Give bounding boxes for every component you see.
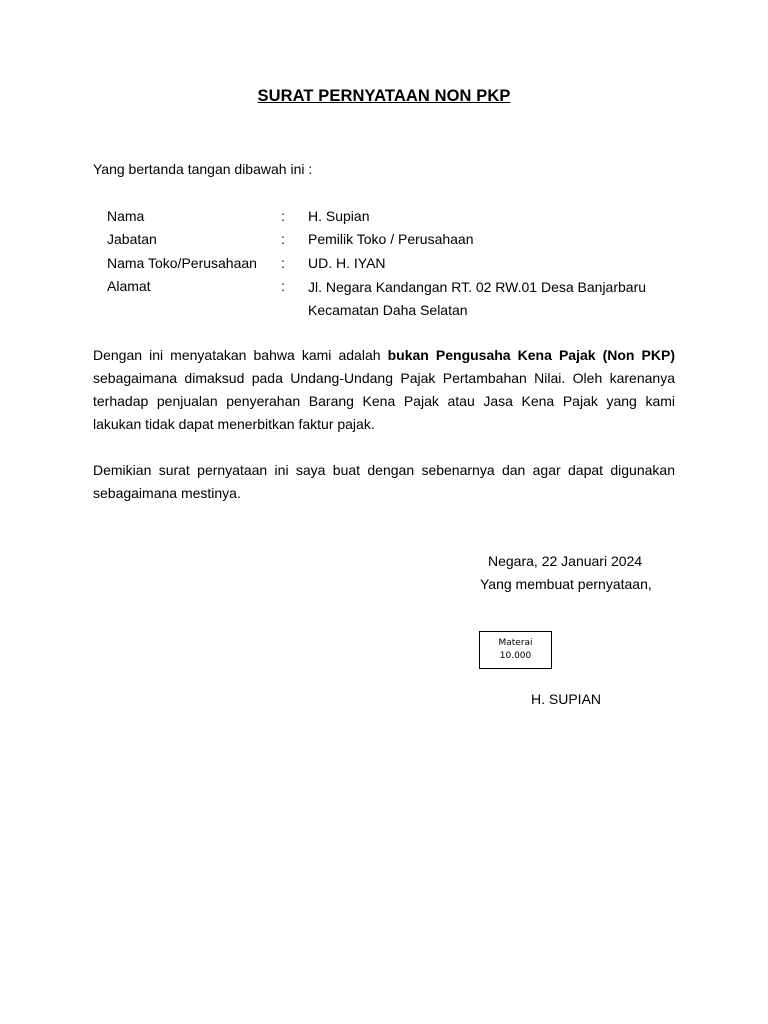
field-label: Nama [107,208,145,224]
statement-text-start: Dengan ini menyatakan bahwa kami adalah [93,347,388,363]
statement-paragraph [93,344,675,436]
field-row-jabatan [107,229,687,252]
stamp-value: 10.000 [499,651,532,661]
field-colon: : [281,277,285,294]
field-value: Pemilik Toko / Perusahaan [308,231,474,248]
field-label: Nama Toko/Perusahaan [107,254,257,271]
field-label: Jabatan [107,231,157,248]
identity-fields [107,206,687,318]
field-label: Alamat [107,277,151,294]
statement-text-end: sebagaimana dimaksud pada Undang-Undang Pajak Pertambahan Nilai. Oleh karenanya terhadap penjualan penyerahan Barang Kena Pajak atau Jasa Kena Pajak yang kami lakukan tidak dapat menerbitkan faktur pajak. [93,370,675,433]
intro-text: Yang bertanda tangan dibawah ini : [93,161,313,177]
field-value-address [308,276,668,322]
address-line-1: Jl. Negara Kandangan RT. 02 RW.01 Desa Banjarbaru [308,278,647,295]
field-row-nama [107,206,687,229]
address-line-2: Kecamatan Daha Selatan [308,301,468,318]
field-value: UD. H. IYAN [308,254,386,271]
statement-bold-text: bukan Pengusaha Kena Pajak (Non PKP) [387,347,675,363]
field-colon: : [281,254,285,271]
closing-paragraph: Demikian surat pernyataan ini saya buat dengan sebenarnya dan agar dapat digunakan sebagaimana mestinya. [93,462,675,502]
field-value: H. Supian [308,208,370,224]
place-date: Negara, 22 Januari 2024 [488,553,643,569]
document-title: SURAT PERNYATAAN NON PKP [257,87,511,105]
field-row-nama-toko [107,253,687,276]
signer-name: H. SUPIAN [531,691,602,707]
stamp-box [479,631,552,669]
field-row-alamat [107,276,687,318]
stamp-label: Materai [498,638,533,648]
signature-caption: Yang membuat pernyataan, [480,576,652,592]
field-colon: : [281,231,285,248]
field-colon: : [281,208,285,224]
